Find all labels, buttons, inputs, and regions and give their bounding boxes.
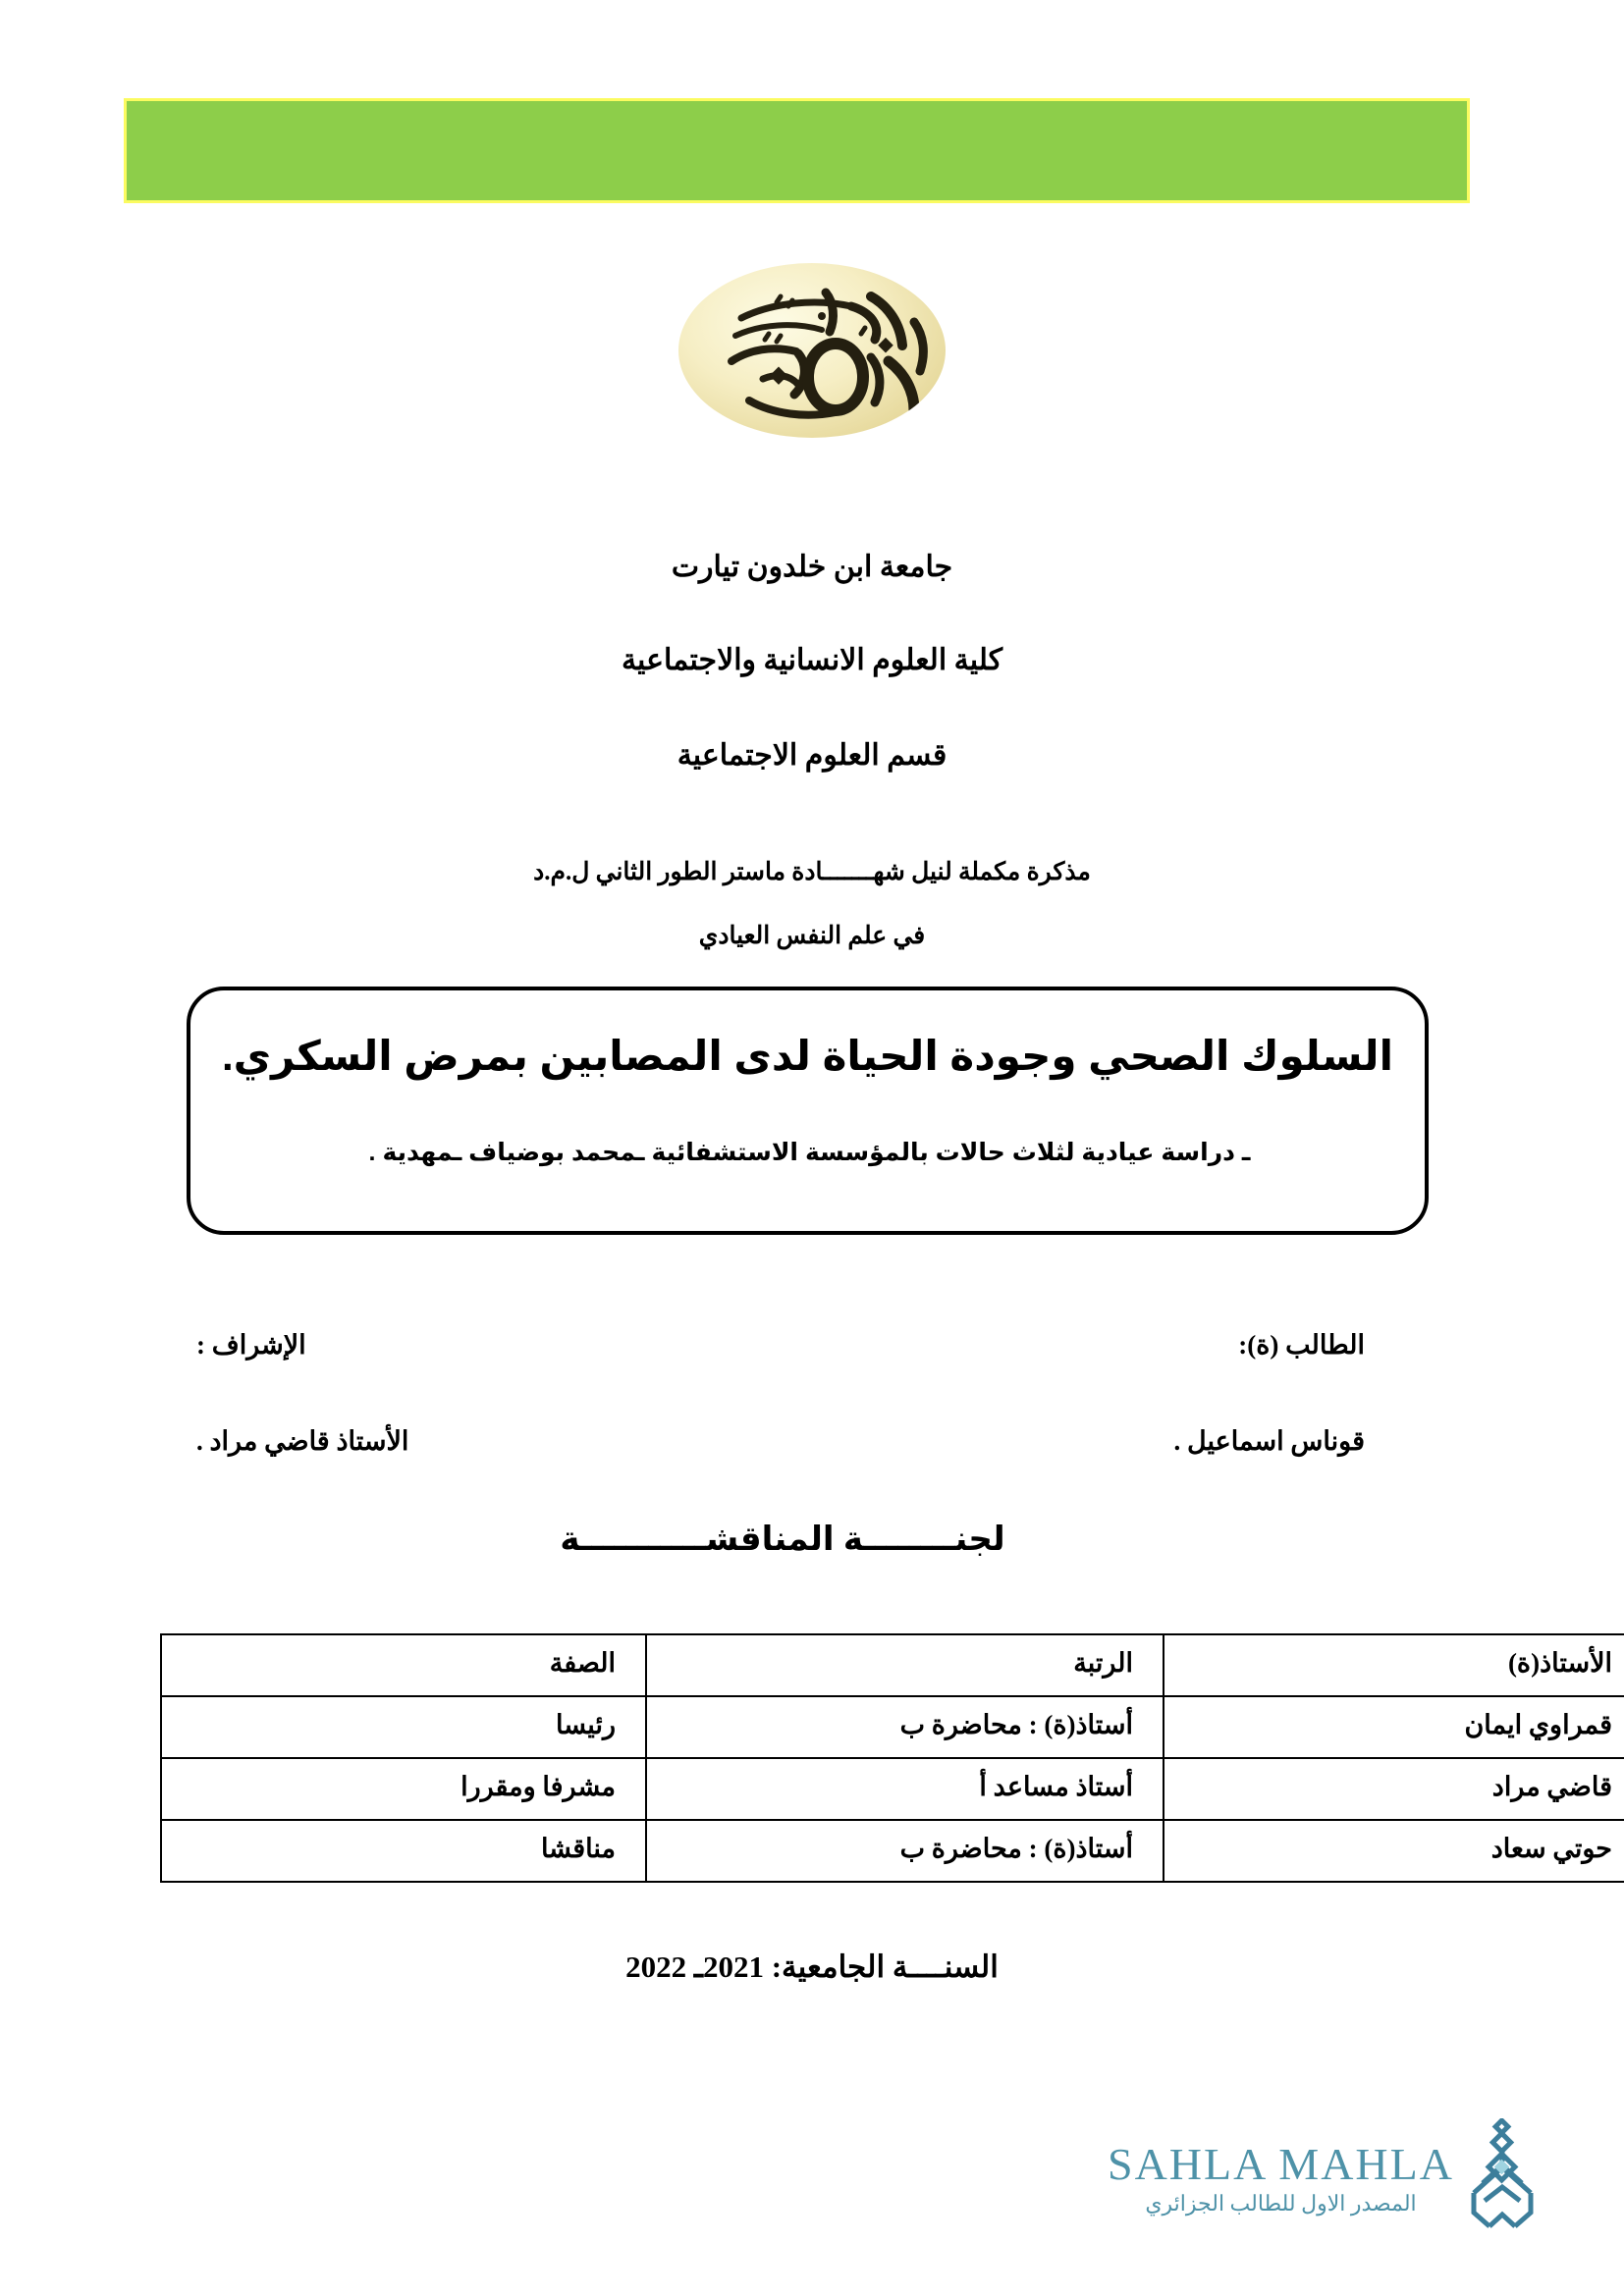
academic-year: السنــــة الجامعية: 2021ـ 2022 xyxy=(625,1949,999,1984)
authorship-section xyxy=(172,1330,1458,1457)
jury-member-rank: أستاذ(ة) : محاضرة ب xyxy=(646,1696,1164,1758)
degree-statement-line-1: مذكرة مكملة لنيل شهـــــــادة ماستر الطور الثاني ل.م.د xyxy=(533,859,1091,885)
thesis-title: السلوك الصحي وجودة الحياة لدى المصابين بمرض السكري. xyxy=(222,1033,1393,1079)
top-green-banner xyxy=(124,98,1470,203)
column-header-professor: الأستاذ(ة) xyxy=(1164,1634,1624,1696)
student-name: قوناس اسماعيل . xyxy=(1173,1426,1365,1456)
amazigh-diamond-logo-icon xyxy=(1460,2118,1544,2239)
jury-member-role: مشرفا ومقررا xyxy=(161,1758,646,1820)
jury-table xyxy=(160,1633,1624,1883)
authorship-names-row xyxy=(172,1426,1458,1457)
jury-member-rank: أستاذ مساعد أ xyxy=(646,1758,1164,1820)
table-row xyxy=(161,1758,1624,1820)
authorship-labels-row xyxy=(172,1330,1458,1361)
column-header-capacity: الصفة xyxy=(161,1634,646,1696)
university-logo-container xyxy=(0,263,1624,438)
jury-member-rank: أستاذ(ة) : محاضرة ب xyxy=(646,1820,1164,1882)
watermark-tagline: المصدر الاول للطالب الجزائري xyxy=(1145,2190,1417,2216)
table-row xyxy=(161,1820,1624,1882)
university-name: جامعة ابن خلدون تيارت xyxy=(671,551,953,583)
thesis-title-box xyxy=(187,987,1429,1235)
department-name: قسم العلوم الاجتماعية xyxy=(677,739,947,772)
degree-statement-line-2: في علم النفس العيادي xyxy=(698,923,926,949)
table-row xyxy=(161,1696,1624,1758)
university-seal-icon xyxy=(678,263,946,438)
jury-heading: لجنــــــــة المناقشـــــــــــة xyxy=(560,1521,1005,1558)
jury-member-name: حوتي سعاد xyxy=(1164,1820,1624,1882)
supervisor-name: الأستاذ قاضي مراد . xyxy=(196,1426,409,1456)
jury-member-role: رئيسا xyxy=(161,1696,646,1758)
column-header-rank: الرتبة xyxy=(646,1634,1164,1696)
thesis-subtitle: ـ دراسة عيادية لثلاث حالات بالمؤسسة الاستشفائية ـمحمد بوضياف ـمهدية . xyxy=(368,1139,1251,1166)
watermark-text-block xyxy=(1108,2138,1454,2216)
table-header-row xyxy=(161,1634,1624,1696)
jury-member-name: قاضي مراد xyxy=(1164,1758,1624,1820)
jury-member-role: مناقشا xyxy=(161,1820,646,1882)
supervision-label: الإشراف : xyxy=(196,1330,306,1360)
watermark-brand: SAHLA MAHLA xyxy=(1108,2138,1454,2189)
student-label: الطالب (ة): xyxy=(1238,1330,1365,1360)
faculty-name: كلية العلوم الانسانية والاجتماعية xyxy=(621,644,1003,676)
sahla-mahla-watermark xyxy=(1108,2112,1598,2245)
jury-member-name: قمراوي ايمان xyxy=(1164,1696,1624,1758)
